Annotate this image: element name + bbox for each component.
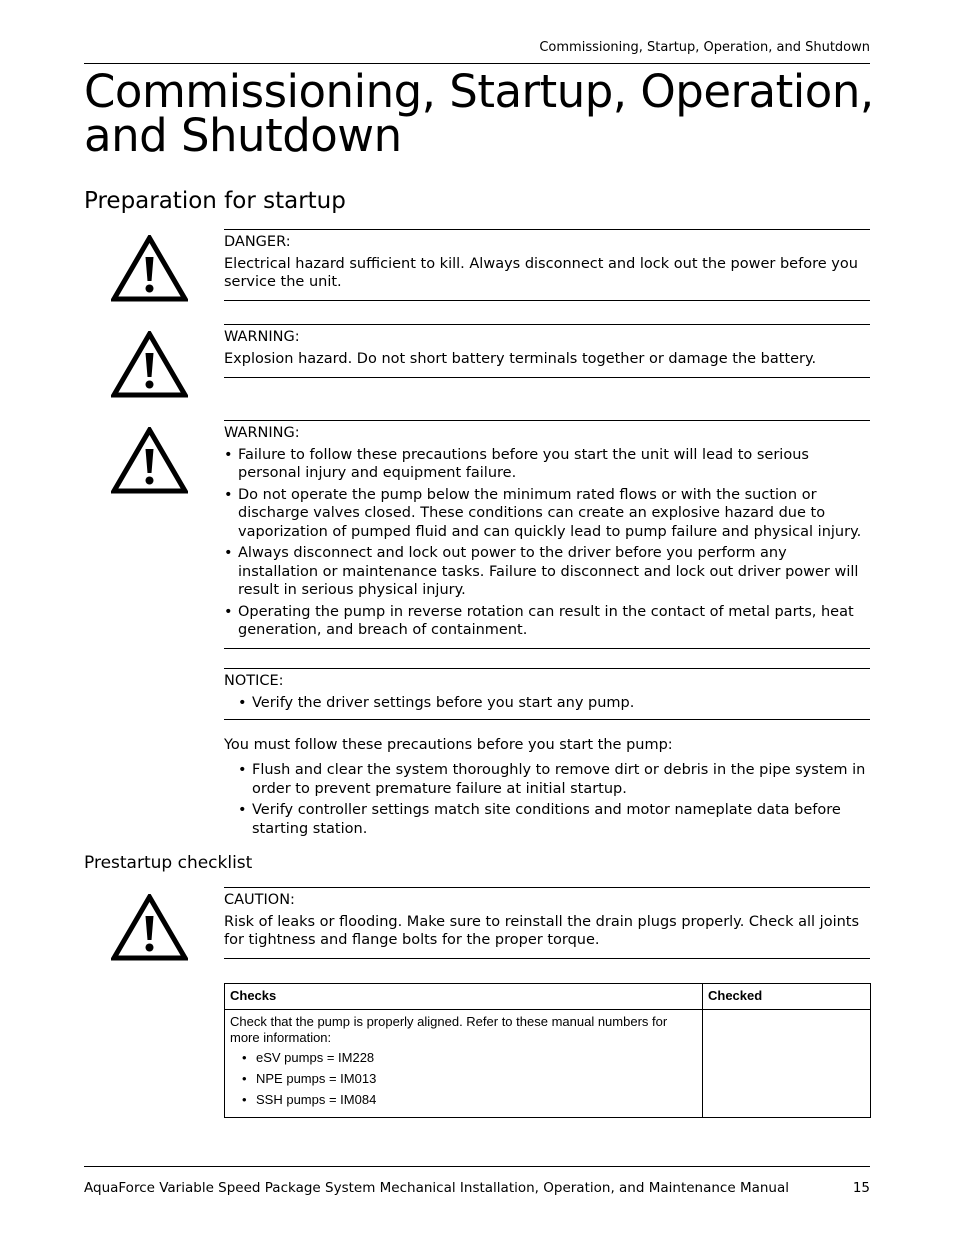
- warning-triangle-icon: [111, 331, 188, 398]
- header-rule: [84, 63, 870, 64]
- notice-label: NOTICE:: [224, 673, 284, 689]
- manual-list: [230, 1050, 697, 1108]
- list-item: • Flush and clear the system thoroughly to remove dirt or debris in the pipe system in order to prevent premature failure at initial startup.: [238, 761, 870, 798]
- prestartup-checklist-title: Prestartup checklist: [84, 853, 253, 873]
- warning-triangle-icon: [111, 427, 188, 494]
- list-item: • Do not operate the pump below the minimum rated flows or with the suction or discharge valves closed. These conditions can create an explosive hazard due to vaporization of pumped fluid and can quickly lead to pump failure and physical injury.: [224, 486, 870, 542]
- warning-triangle-icon: [111, 894, 188, 961]
- warning-triangle-icon: [111, 235, 188, 302]
- danger-box: [224, 229, 870, 301]
- table-header-row: [225, 984, 871, 1010]
- running-header: Commissioning, Startup, Operation, and Shutdown: [539, 40, 870, 55]
- column-header-checked: Checked: [703, 984, 871, 1010]
- warning-label: WARNING:: [224, 425, 300, 441]
- check-text: Check that the pump is properly aligned. Refer to these manual numbers for more information:: [230, 1014, 668, 1045]
- section-title: Preparation for startup: [84, 188, 346, 214]
- danger-label: DANGER:: [224, 234, 291, 250]
- danger-text: Electrical hazard sufficient to kill. Always disconnect and lock out the power before you service the unit.: [224, 255, 858, 290]
- caution-label: CAUTION:: [224, 892, 295, 908]
- footer-manual-title: AquaForce Variable Speed Package System Mechanical Installation, Operation, and Maintenance Manual: [84, 1180, 789, 1196]
- notice-list: [224, 694, 870, 713]
- notice-box: [224, 668, 870, 720]
- caution-text: Risk of leaks or flooding. Make sure to reinstall the drain plugs properly. Check all joints for tightness and flange bolts for the proper torque.: [224, 913, 860, 948]
- caution-box: [224, 887, 870, 959]
- list-item: • Verify the driver settings before you start any pump.: [224, 694, 870, 713]
- table-cell-checked[interactable]: [703, 1010, 871, 1118]
- warning-box-precautions: [224, 420, 870, 649]
- precautions-intro: You must follow these precautions before you start the pump:: [224, 737, 673, 753]
- warning-box-battery: [224, 324, 870, 378]
- list-item: • Always disconnect and lock out power to the driver before you perform any installation or maintenance tasks. Failure to disconnect and lock out driver power will result in serious physical injury.: [224, 544, 870, 600]
- chapter-title: Commissioning, Startup, Operation, and Shutdown: [84, 65, 874, 162]
- footer-rule: [84, 1166, 870, 1167]
- table-cell-check: [225, 1010, 703, 1118]
- warning-label: WARNING:: [224, 329, 300, 345]
- column-header-checks: Checks: [225, 984, 703, 1010]
- list-item: • Operating the pump in reverse rotation can result in the contact of metal parts, heat generation, and breach of containment.: [224, 603, 870, 640]
- warning-text: Explosion hazard. Do not short battery terminals together or damage the battery.: [224, 350, 817, 367]
- list-item: • NPE pumps = IM013: [230, 1071, 697, 1087]
- list-item: • SSH pumps = IM084: [230, 1092, 697, 1108]
- warning-list: [224, 446, 870, 640]
- prestartup-checklist-table: [224, 983, 871, 1118]
- page-number: 15: [852, 1180, 870, 1196]
- list-item: • Failure to follow these precautions before you start the unit will lead to serious personal injury and equipment failure.: [224, 446, 870, 483]
- precautions-list: [238, 761, 870, 841]
- table-row: [225, 1010, 871, 1118]
- list-item: • Verify controller settings match site conditions and motor nameplate data before starting station.: [238, 801, 870, 838]
- list-item: • eSV pumps = IM228: [230, 1050, 697, 1066]
